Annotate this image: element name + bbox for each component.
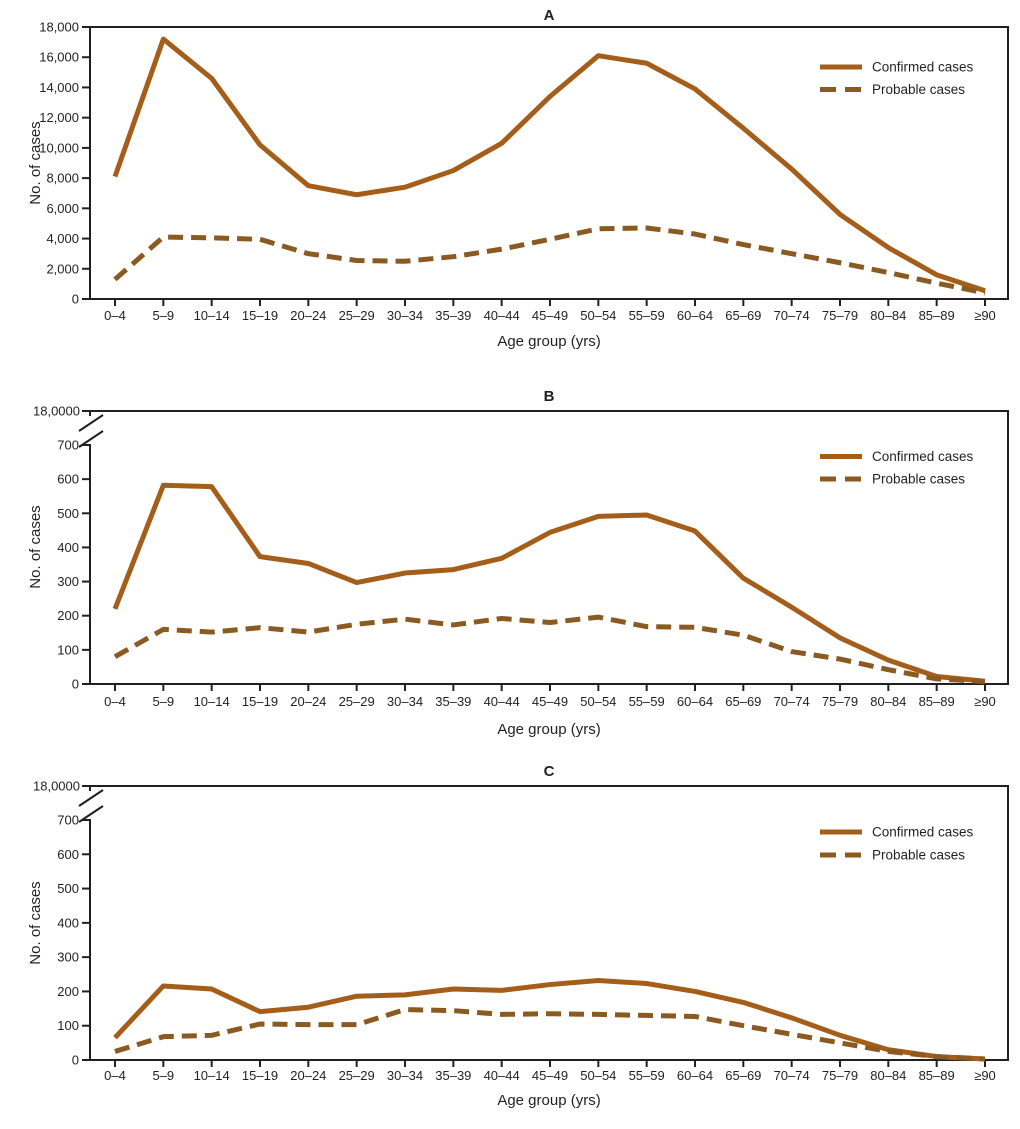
y-tick-label: 700 xyxy=(57,812,79,828)
chart-a-legend-confirmed-label: Confirmed cases xyxy=(872,59,974,75)
y-tick-label: 100 xyxy=(57,642,79,658)
x-tick-label: 30–34 xyxy=(386,308,424,323)
x-tick-label: 15–19 xyxy=(241,308,279,323)
x-tick-label: 75–79 xyxy=(821,308,859,323)
y-tick-label: 200 xyxy=(57,983,79,999)
y-tick-label: 0 xyxy=(71,676,79,692)
x-tick-label: 20–24 xyxy=(290,308,327,323)
y-tick-label: 600 xyxy=(57,471,79,487)
x-tick-label: 70–74 xyxy=(773,308,810,323)
y-tick-label: 100 xyxy=(57,1018,79,1034)
y-tick-label: 300 xyxy=(57,949,79,965)
x-tick-label: 70–74 xyxy=(773,694,810,709)
plot-border xyxy=(90,411,1008,684)
chart-a-title: A xyxy=(543,7,555,24)
y-tick-label: 16,000 xyxy=(39,49,79,65)
y-tick-label: 6,000 xyxy=(46,200,79,216)
chart-c-plot xyxy=(57,786,1008,1083)
y-tick-label: 10,000 xyxy=(39,140,79,156)
x-tick-label: 65–69 xyxy=(725,1068,762,1083)
y-tick-label: 0 xyxy=(71,1052,79,1068)
x-tick-label: 85–89 xyxy=(918,1068,955,1083)
x-tick-label: 80–84 xyxy=(870,694,907,709)
x-tick-label: 10–14 xyxy=(193,1068,230,1083)
x-tick-label: 50–54 xyxy=(580,1068,617,1083)
plot-border xyxy=(90,786,1008,1060)
chart-b-title: B xyxy=(543,388,555,405)
plot-border xyxy=(90,27,1008,299)
x-tick-label: 55–59 xyxy=(628,694,665,709)
x-tick-label: 0–4 xyxy=(104,308,126,323)
y-tick-label: 8,000 xyxy=(46,170,79,186)
chart-b-y-axis-title: No. of cases xyxy=(27,505,44,589)
y-tick-label: 500 xyxy=(57,881,79,897)
chart-a-plot xyxy=(39,20,1008,324)
x-tick-label: ≥90 xyxy=(974,308,996,323)
x-tick-label: 85–89 xyxy=(918,694,955,709)
x-tick-label: 25–29 xyxy=(338,308,375,323)
x-tick-label: 30–34 xyxy=(386,1068,424,1083)
chart-a-x-axis-title: Age group (yrs) xyxy=(497,333,601,350)
x-tick-label: 15–19 xyxy=(241,694,279,709)
x-tick-label: 50–54 xyxy=(580,308,617,323)
chart-c-legend-confirmed-label: Confirmed cases xyxy=(872,824,974,840)
series-line-confirmed xyxy=(115,485,985,681)
x-tick-label: 60–64 xyxy=(676,1068,714,1083)
x-tick-label: 25–29 xyxy=(338,694,375,709)
x-tick-label: 55–59 xyxy=(628,308,665,323)
x-tick-label: 5–9 xyxy=(152,308,175,323)
x-tick-label: 40–44 xyxy=(483,694,520,709)
x-tick-label: 35–39 xyxy=(435,1068,472,1083)
chart-c-x-axis-title: Age group (yrs) xyxy=(497,1092,601,1109)
x-tick-label: 60–64 xyxy=(676,694,714,709)
chart-a-legend-probable-label: Probable cases xyxy=(872,82,966,97)
x-tick-label: 5–9 xyxy=(152,1068,175,1083)
y-tick-label: 18,000 xyxy=(39,19,79,35)
x-tick-label: 65–69 xyxy=(725,694,762,709)
y-tick-label: 500 xyxy=(57,505,79,521)
y-tick-label: 400 xyxy=(57,539,79,555)
x-tick-label: 35–39 xyxy=(435,308,472,323)
x-tick-label: 40–44 xyxy=(483,308,520,323)
x-tick-label: 15–19 xyxy=(241,1068,279,1083)
x-tick-label: 85–89 xyxy=(918,308,955,323)
chart-b-legend-confirmed-label: Confirmed cases xyxy=(872,449,974,464)
y-tick-label: 12,000 xyxy=(39,110,79,126)
x-tick-label: 10–14 xyxy=(193,308,230,323)
x-tick-label: 80–84 xyxy=(870,1068,907,1083)
x-tick-label: 25–29 xyxy=(338,1068,375,1083)
x-tick-label: 65–69 xyxy=(725,308,762,323)
x-tick-label: ≥90 xyxy=(974,694,996,709)
chart-b-x-axis-title: Age group (yrs) xyxy=(497,721,601,738)
x-tick-label: 55–59 xyxy=(628,1068,665,1083)
x-tick-label: 20–24 xyxy=(290,1068,327,1083)
x-tick-label: 30–34 xyxy=(386,694,424,709)
x-tick-label: 75–79 xyxy=(821,1068,859,1083)
series-line-probable xyxy=(115,1010,985,1059)
x-tick-label: 80–84 xyxy=(870,308,907,323)
x-tick-label: 60–64 xyxy=(676,308,714,323)
x-tick-label: ≥90 xyxy=(974,1068,996,1083)
x-tick-label: 70–74 xyxy=(773,1068,810,1083)
y-tick-label: 400 xyxy=(57,915,79,931)
y-tick-label: 300 xyxy=(57,574,79,590)
x-tick-label: 0–4 xyxy=(104,1068,126,1083)
chart-b-legend-probable-label: Probable cases xyxy=(872,471,966,487)
x-tick-label: 40–44 xyxy=(483,1068,520,1083)
series-line-probable xyxy=(115,617,985,682)
x-tick-label: 0–4 xyxy=(104,694,126,709)
y-tick-label: 600 xyxy=(57,846,79,862)
y-tick-label: 4,000 xyxy=(46,231,79,247)
x-tick-label: 20–24 xyxy=(290,694,327,709)
series-line-confirmed xyxy=(115,39,985,291)
chart-b-plot xyxy=(57,411,1008,709)
x-tick-label: 45–49 xyxy=(531,1068,569,1083)
chart-c-y-axis-title: No. of cases xyxy=(27,881,44,965)
y-tick-label: 200 xyxy=(57,608,79,624)
chart-b-axis-break-top-label: 18,0000 xyxy=(33,403,80,419)
x-tick-label: 75–79 xyxy=(821,694,859,709)
x-tick-label: 50–54 xyxy=(580,694,617,709)
chart-a-y-axis-title: No. of cases xyxy=(27,121,44,205)
y-tick-label: 2,000 xyxy=(46,261,79,277)
x-tick-label: 10–14 xyxy=(193,694,230,709)
series-line-probable xyxy=(115,228,985,293)
x-tick-label: 45–49 xyxy=(531,694,569,709)
y-tick-label: 14,000 xyxy=(39,79,79,95)
y-tick-label: 0 xyxy=(71,291,79,307)
x-tick-label: 5–9 xyxy=(152,694,175,709)
chart-c-axis-break-top-label: 18,0000 xyxy=(33,778,80,794)
x-tick-label: 35–39 xyxy=(435,694,472,709)
y-tick-label: 700 xyxy=(57,437,79,453)
chart-c-title: C xyxy=(543,763,555,780)
x-tick-label: 45–49 xyxy=(531,308,569,323)
chart-c-legend-probable-label: Probable cases xyxy=(872,847,966,863)
